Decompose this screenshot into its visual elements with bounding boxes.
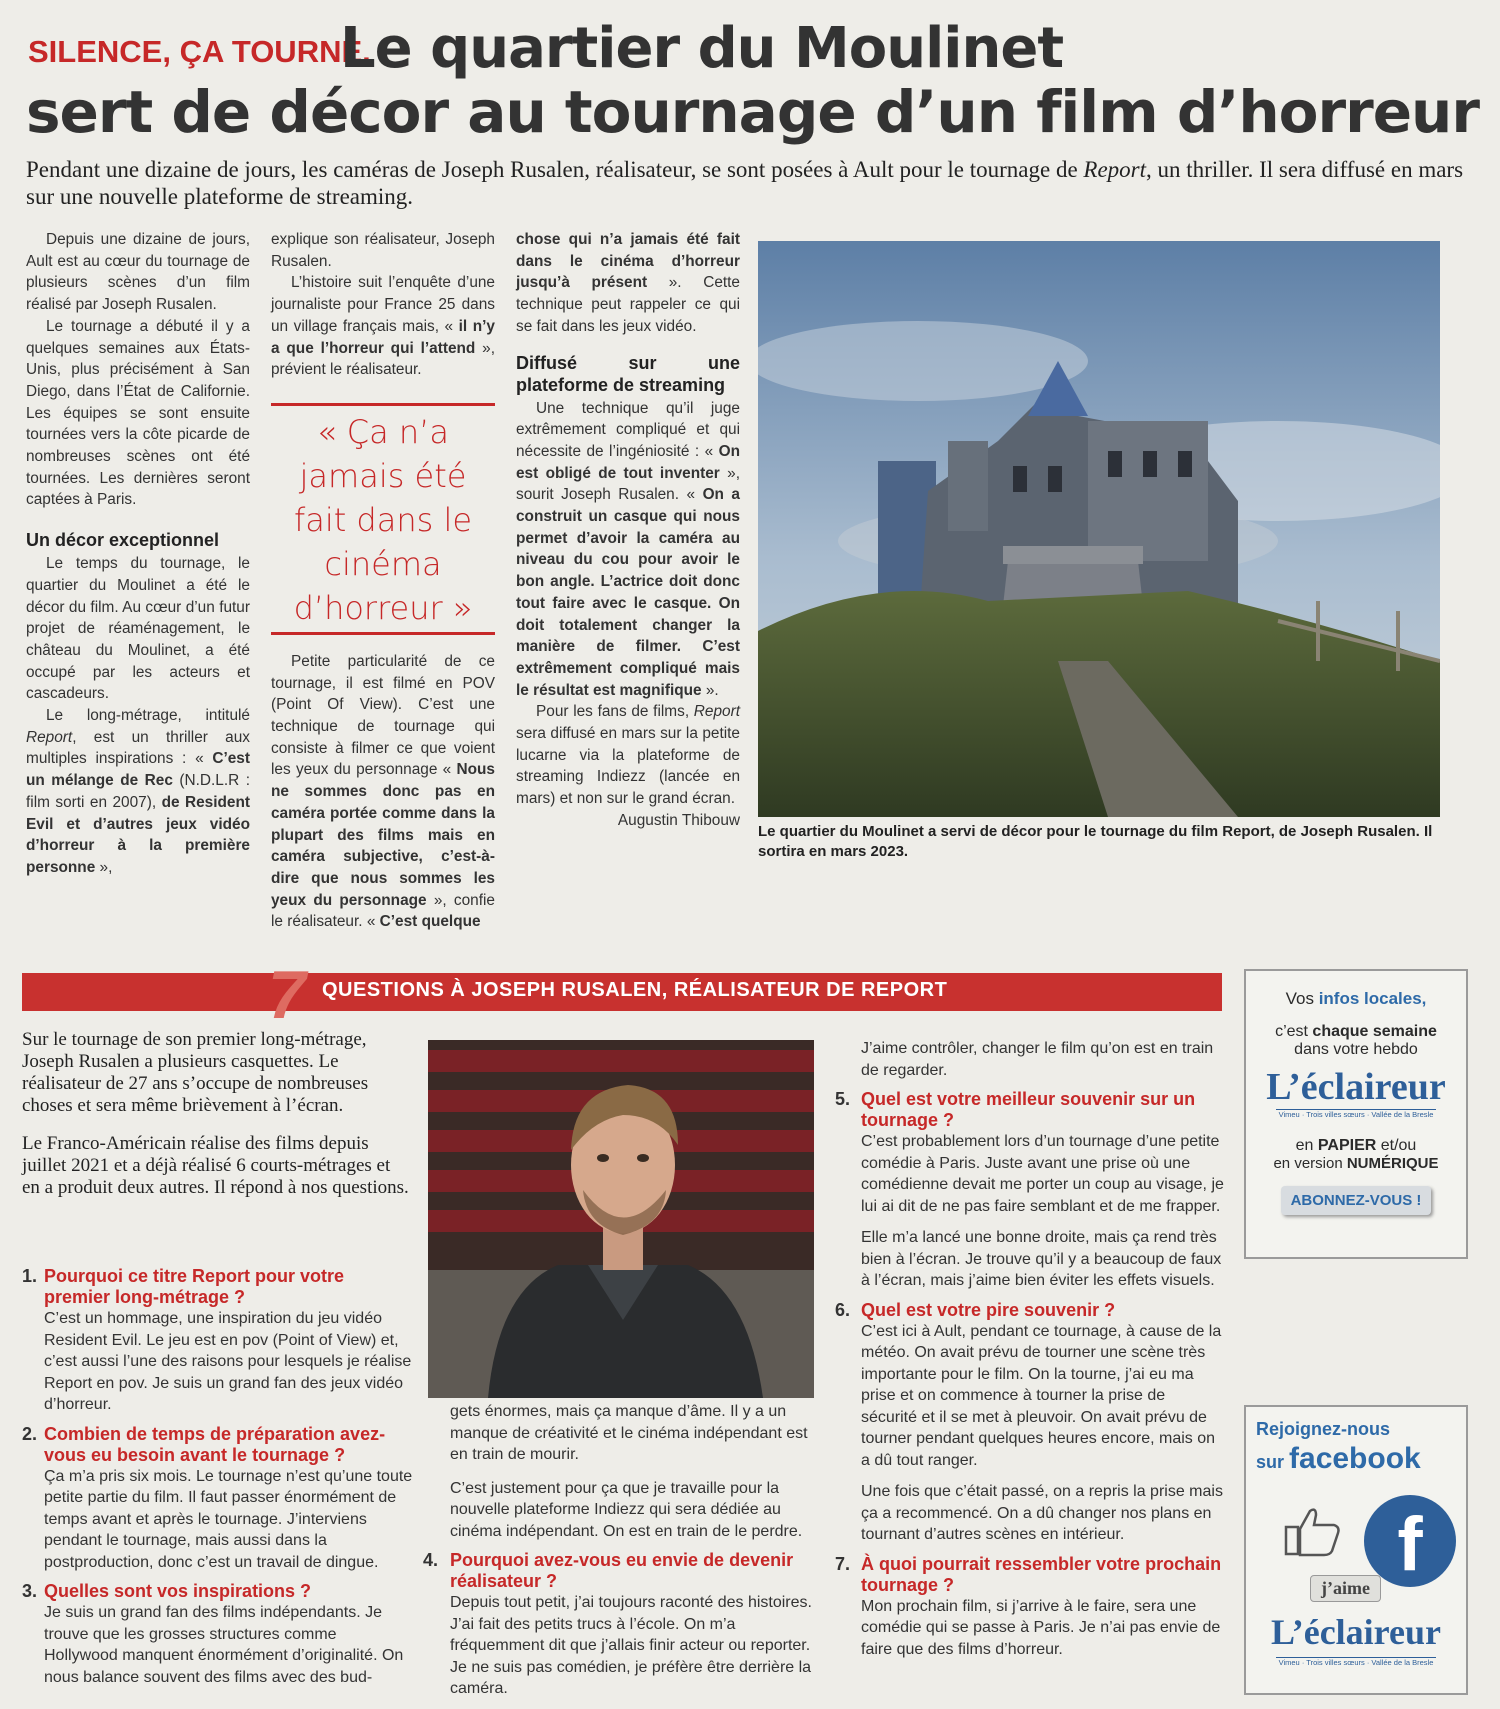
divider bbox=[271, 632, 495, 635]
answer: Je suis un grand fan des films indépendants. Je trouve que les grosses structures comme Hollywood manquent énormément d’originalité. On nous balance souvent des films avec des bud- bbox=[44, 1604, 404, 1686]
question-title: Combien de temps de préparation avez-vous eu besoin avant le tournage ? bbox=[44, 1423, 386, 1465]
brand-tagline: Vimeu · Trois villes sœurs · Vallée de la Bresle bbox=[1276, 1657, 1436, 1667]
ad-line: dans votre hebdo bbox=[1294, 1041, 1418, 1058]
ad-line: Vos infos locales, bbox=[1285, 989, 1427, 1008]
paragraph: chose qui n’a jamais été fait dans le cinéma d’horreur jusqu’à présent ». Cette technique peut rappeler ce qui se fait dans les jeux vidéo. bbox=[516, 231, 740, 335]
author-byline: Augustin Thibouw bbox=[617, 811, 740, 829]
question-number: 3. bbox=[22, 1581, 38, 1601]
kicker: SILENCE, ÇA TOURNE. bbox=[28, 34, 371, 69]
brand-tagline: Vimeu · Trois villes sœurs · Vallée de la Bresle bbox=[1276, 1109, 1436, 1119]
question bbox=[22, 1581, 414, 1688]
question bbox=[22, 1266, 414, 1416]
question bbox=[423, 1550, 820, 1700]
question bbox=[835, 1554, 1225, 1661]
questions-column-3 bbox=[835, 1038, 1225, 1660]
paragraph: Le long-métrage, intitulé Report, est un thriller aux multiples inspirations : « C’est un mélange de Rec (N.D.L.R : film sorti en 2007), de Resident Evil et d’autres jeux vidéo d’horreur à la première personne », bbox=[26, 707, 251, 876]
ad-line: Rejoignez-nous bbox=[1256, 1419, 1390, 1439]
question bbox=[835, 1300, 1225, 1546]
interview-intro bbox=[22, 1029, 412, 1199]
subscription-ad[interactable] bbox=[1244, 969, 1468, 1259]
portrait-photo bbox=[428, 1040, 814, 1398]
banner-title: QUESTIONS À JOSEPH RUSALEN, RÉALISATEUR DE REPORT bbox=[322, 979, 948, 1001]
question-number: 7. bbox=[835, 1553, 851, 1574]
headline-line1: Le quartier du Moulinet bbox=[340, 16, 1064, 81]
like-badge: j’aime bbox=[1310, 1575, 1381, 1602]
intro-paragraph: Le Franco-Américain réalise des films depuis juillet 2021 et a déjà réalisé 6 courts-métrages et en a produit deux autres. Il répond à nos questions. bbox=[22, 1133, 409, 1198]
question-title: Quel est votre pire souvenir ? bbox=[861, 1299, 1116, 1320]
question bbox=[835, 1089, 1225, 1292]
subheading: Diffusé sur une plateforme de streaming bbox=[516, 352, 740, 395]
paragraph: Le temps du tournage, le quartier du Moulinet a été le décor du film. Au cœur d’un futur projet de réaménagement, le château du Moulinet, a été occupé par les acteurs et cascadeurs. bbox=[26, 555, 250, 703]
paragraph: Depuis une dizaine de jours, Ault est au cœur du tournage de plusieurs scènes d’un film réalisé par Joseph Rusalen. bbox=[26, 231, 250, 314]
questions-column-2 bbox=[423, 1401, 820, 1700]
question-number: 5. bbox=[835, 1089, 851, 1109]
answer-continued: gets énormes, mais ça manque d’âme. Il y a un manque de créativité et le cinéma indépendant est en train de mourir. bbox=[450, 1403, 808, 1463]
question bbox=[22, 1424, 414, 1574]
thumbs-up-icon bbox=[1276, 1499, 1346, 1559]
paragraph: L’histoire suit l’enquête d’une journaliste pour France 25 dans un village français mais, « il n’y a que l’horreur qui l’attend », prévient le réalisateur. bbox=[271, 274, 495, 379]
subscribe-button[interactable]: ABONNEZ-VOUS ! bbox=[1281, 1186, 1431, 1215]
subheading: Un décor exceptionnel bbox=[26, 530, 220, 551]
brand-logo: L’éclaireur bbox=[1271, 1612, 1441, 1652]
facebook-icon: f bbox=[1364, 1495, 1456, 1587]
questions-column-1 bbox=[22, 1266, 414, 1688]
question-title: À quoi pourrait ressembler votre prochain tournage ? bbox=[861, 1553, 1222, 1595]
question-title: Quel est votre meilleur souvenir sur un tournage ? bbox=[861, 1089, 1196, 1130]
answer: C’est probablement lors d’un tournage d’une petite comédie à Paris. Juste avant une prise où une comédienne devait me porter un coup au visage, je lui ai dit de ne pas faire semblant et de me frapper. bbox=[861, 1133, 1224, 1215]
photo-caption: Le quartier du Moulinet a servi de décor pour le tournage du film Report, de Joseph Rusalen. Il sortira en mars 2023. bbox=[758, 823, 1433, 860]
answer: C’est ici à Ault, pendant ce tournage, à cause de la météo. On avait prévu de tourner une scène très importante pour le film. On la tourne, j’ai eu ma prise et on commence à tourner la prise de sécurité et il se met à pleuvoir. On avait prévu de tourner pendant quelques heures encore, mais on a dû tout ranger. bbox=[861, 1322, 1222, 1469]
answer: Depuis tout petit, j’ai toujours raconté des histoires. J’ai fait des petits trucs à l’école. On m’a fréquemment dit que j’allais finir acteur ou reporter. Je ne suis pas comédien, je préfère être derrière la caméra. bbox=[450, 1594, 812, 1697]
article-column-1 bbox=[26, 229, 250, 879]
standfirst: Pendant une dizaine de jours, les caméras de Joseph Rusalen, réalisateur, se sont posées à Ault pour le tournage de Report, un thriller. Il sera diffusé en mars sur une nouvelle plateforme de streaming. bbox=[26, 157, 1464, 209]
article-column-3 bbox=[516, 229, 740, 832]
question-title: Pourquoi ce titre Report pour votre premier long-métrage ? bbox=[44, 1266, 345, 1307]
answer-continued: J’aime contrôler, changer le film qu’on est en train de regarder. bbox=[861, 1040, 1214, 1079]
ad-line: sur facebook bbox=[1256, 1442, 1421, 1475]
article-column-2 bbox=[271, 229, 495, 933]
paragraph: Une technique qu’il juge extrêmement compliqué et qui nécessite de l’ingéniosité : « On est obligé de tout inventer », sourit Joseph Rusalen. « On a construit un casque qui nous permet d’avoir la caméra au niveau du cou pour avoir le bon angle. L’actrice doit donc tout faire avec le casque. On doit totalement changer la manière de filmer. C’est extrêmement compliqué mais le résultat est magnifique ». bbox=[516, 399, 740, 699]
ad-line: en PAPIER et/ou bbox=[1295, 1137, 1417, 1154]
paragraph: Le tournage a débuté il y a quelques semaines aux États-Unis, plus précisément à San Diego, dans l’État de Californie. Les équipes se sont ensuite tournées vers la côte picarde de nombreuses scènes ont été tournées. Les dernières seront captées à Paris. bbox=[26, 317, 250, 509]
ad-line: en version NUMÉRIQUE bbox=[1273, 1155, 1439, 1172]
paragraph: Pour les fans de films, Report sera diffusé en mars sur la petite lucarne via la plateforme de streaming Indiezz (lancée en mars) et non sur le grand écran. bbox=[516, 703, 740, 808]
pull-quote: « Ça n’a jamais été fait dans le cinéma d’horreur » bbox=[293, 412, 473, 627]
castle-photo bbox=[758, 241, 1440, 817]
headline-line2: sert de décor au tournage d’un film d’horreur bbox=[26, 78, 1479, 146]
question-number: 4. bbox=[423, 1550, 439, 1570]
paragraph: explique son réalisateur, Joseph Rusalen. bbox=[271, 231, 495, 270]
answer: Elle m’a lancé une bonne droite, mais ça rend très bien à l’écran. Je trouve qu’il y a beaucoup de faux à l’écran, mais j’aime bien éviter les effets visuels. bbox=[861, 1229, 1222, 1289]
intro-paragraph: Sur le tournage de son premier long-métrage, Joseph Rusalen a plusieurs casquettes. Le réalisateur de 27 ans s’occupe de nombreuses choses et sera même brièvement à l’écran. bbox=[22, 1029, 369, 1116]
ad-line: c’est chaque semaine bbox=[1275, 1023, 1437, 1040]
banner-number: 7 bbox=[268, 957, 306, 1033]
paragraph: Petite particularité de ce tournage, il est filmé en POV (Point Of View). C’est une technique de tournage qui consiste à filmer ce que voient les yeux du personnage « Nous ne sommes donc pas en caméra portée comme dans la plupart des films mais en caméra subjective, c’est-à-dire que nous sommes les yeux du personnage », confie le réalisateur. « C’est quelque bbox=[271, 652, 495, 931]
answer: Une fois que c’était passé, on a repris la prise mais ça a recommencé. On a dû changer nos plans en tournant d’autres scènes en intérieur. bbox=[861, 1483, 1223, 1543]
answer: C’est un hommage, une inspiration du jeu vidéo Resident Evil. Le jeu est en pov (Point of View) et, c’est aussi l’une des raisons pour lesquels je réalise Report en pov. Je suis un grand fan des jeux vidéo d’horreur. bbox=[44, 1310, 412, 1413]
question-title: Quelles sont vos inspirations ? bbox=[44, 1581, 312, 1601]
answer-continued: C’est justement pour ça que je travaille pour la nouvelle plateforme Indiezz qui sera dédiée au cinéma indépendant. On est en train de le perdre. bbox=[450, 1479, 803, 1540]
question-title: Pourquoi avez-vous eu envie de devenir réalisateur ? bbox=[450, 1550, 794, 1591]
question-number: 1. bbox=[22, 1266, 38, 1286]
answer: Mon prochain film, si j’arrive à le faire, sera une comédie qui se passe à Paris. Je n’ai pas envie de faire que des films d’horreur. bbox=[861, 1597, 1221, 1658]
question-number: 6. bbox=[835, 1299, 851, 1320]
question-number: 2. bbox=[22, 1423, 38, 1444]
facebook-ad[interactable] bbox=[1244, 1405, 1468, 1695]
brand-logo: L’éclaireur bbox=[1266, 1066, 1446, 1108]
answer: Ça m’a pris six mois. Le tournage n’est qu’une toute petite partie du film. Il faut passer énormément de temps avant et après le tournage. J’interviens pendant le tournage, mais aussi dans la postproduction, donc c’est un travail de dingue. bbox=[44, 1467, 413, 1571]
